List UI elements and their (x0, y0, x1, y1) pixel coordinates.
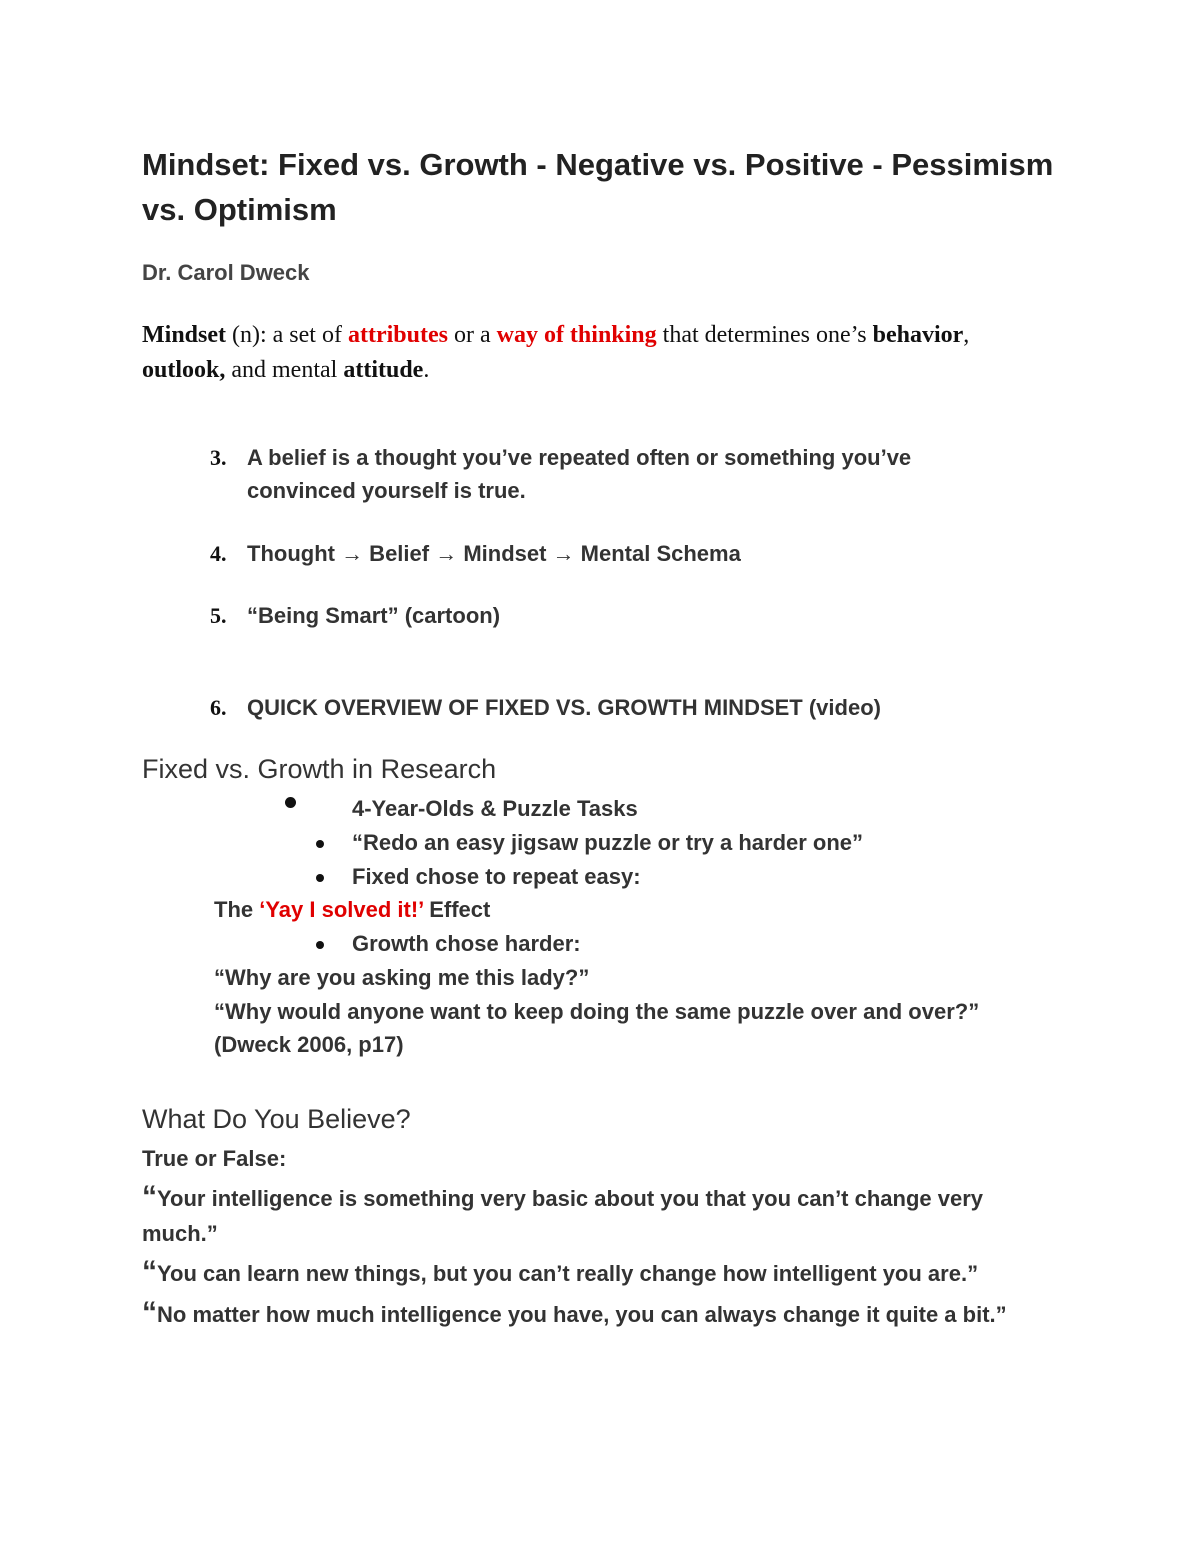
definition-text: or a (447, 322, 497, 348)
belief-text: Your intelligence is something very basic about you that you can’t change very much.” (142, 1186, 984, 1246)
believe-heading: What Do You Believe? (142, 1104, 411, 1134)
research-bullet: 4-Year-Olds & Puzzle Tasks (352, 796, 638, 821)
definition-text: and mental (225, 357, 344, 383)
author-name: Dr. Carol Dweck (142, 260, 310, 285)
item-number: 6. (210, 695, 227, 720)
definition-highlight-attributes: attributes (347, 322, 448, 348)
open-quote: “ (142, 1255, 157, 1288)
bullet-icon (316, 840, 324, 848)
open-quote: “ (142, 1296, 157, 1329)
research-bullet: Growth chose harder: (352, 931, 581, 956)
definition-behavior: behavior (872, 322, 964, 348)
child-quote: “Why are you asking me this lady?” (214, 965, 590, 990)
effect-highlight: ‘Yay I solved it!’ (259, 897, 424, 922)
definition-outlook: outlook, (142, 357, 226, 383)
definition-highlight-way-of-thinking: way of thinking (496, 322, 657, 348)
true-false-prompt: True or False: (142, 1146, 287, 1171)
effect-line (214, 893, 490, 926)
item-text: “Being Smart” (cartoon) (247, 603, 501, 628)
belief-statement (142, 1254, 1062, 1291)
belief-text: You can learn new things, but you can’t really change how intelligent you are.” (157, 1261, 979, 1286)
belief-statement (142, 1295, 1042, 1332)
item-text: Thought → Belief → Mindset → Mental Schema (247, 541, 741, 566)
bullet-icon (285, 797, 296, 808)
item-text: A belief is a thought you’ve repeated often or something you’ve convinced yourself is true. (247, 445, 912, 503)
definition-text: , (963, 322, 970, 348)
child-quote: “Why would anyone want to keep doing the same puzzle over and over?” (214, 999, 980, 1024)
effect-text: Effect (423, 897, 491, 922)
definition-term: Mindset (142, 322, 226, 348)
definition-text: that determines one’s (656, 322, 873, 348)
page-title: Mindset: Fixed vs. Growth - Negative vs. Positive - Pessimism vs. Optimism (142, 147, 1054, 227)
bullet-icon (316, 874, 324, 882)
definition-text: . (423, 357, 430, 383)
bullet-icon (316, 941, 324, 949)
research-heading: Fixed vs. Growth in Research (142, 754, 497, 784)
item-number: 3. (210, 445, 227, 470)
definition-text: (n): a set of (226, 322, 348, 348)
item-number: 4. (210, 541, 227, 566)
definition-attitude: attitude (343, 357, 424, 383)
belief-statement (142, 1179, 1062, 1251)
item-text: QUICK OVERVIEW OF FIXED VS. GROWTH MINDSET (video) (247, 695, 881, 720)
effect-text: The (214, 897, 260, 922)
research-bullet: Fixed chose to repeat easy: (352, 864, 641, 889)
research-bullet: “Redo an easy jigsaw puzzle or try a harder one” (352, 830, 864, 855)
open-quote: “ (142, 1180, 157, 1213)
citation: (Dweck 2006, p17) (214, 1032, 404, 1057)
belief-text: No matter how much intelligence you have, you can always change it quite a bit.” (157, 1302, 1007, 1327)
mindset-definition (142, 318, 1042, 388)
item-number: 5. (210, 603, 227, 628)
